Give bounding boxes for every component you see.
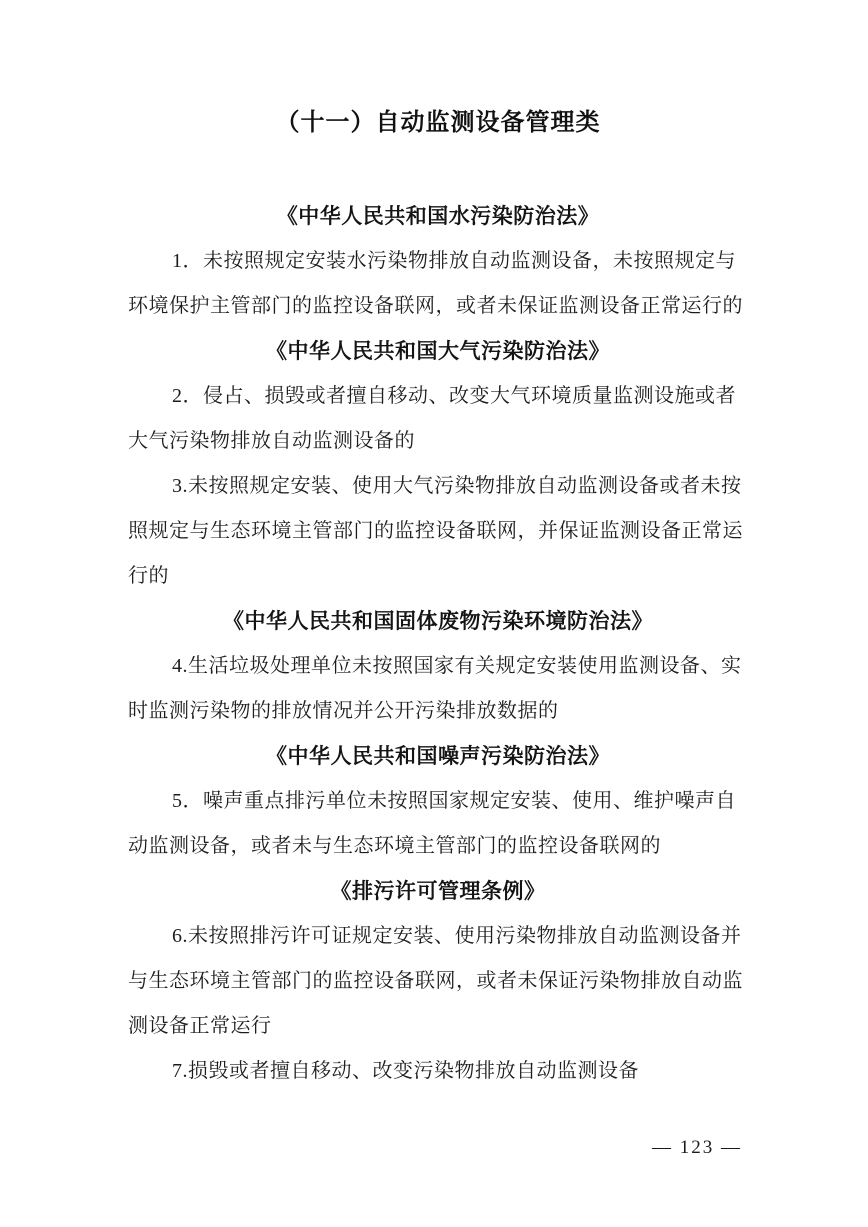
body-line: 7.损毁或者擅自移动、改变污染物排放自动监测设备 xyxy=(172,1060,639,1082)
document-content xyxy=(128,0,748,1094)
body-line: 照规定与生态环境主管部门的监控设备联网，并保证监测设备正常运 xyxy=(128,520,743,542)
document-lines xyxy=(128,194,748,1094)
body-line: 4.生活垃圾处理单位未按照国家有关规定安装使用监测设备、实 xyxy=(172,655,742,677)
body-line: 大气污染物排放自动监测设备的 xyxy=(128,430,415,452)
body-line: 1．未按照规定安装水污染物排放自动监测设备，未按照规定与 xyxy=(172,250,736,272)
body-line: 与生态环境主管部门的监控设备联网，或者未保证污染物排放自动监 xyxy=(128,970,743,992)
body-line: 行的 xyxy=(128,565,169,587)
law-heading: 《中华人民共和国水污染防治法》 xyxy=(276,204,600,228)
page-number: — 123 — xyxy=(652,1137,742,1158)
body-line: 2．侵占、损毁或者擅自移动、改变大气环境质量监测设施或者 xyxy=(172,385,736,407)
body-line: 环境保护主管部门的监控设备联网，或者未保证监测设备正常运行的 xyxy=(128,295,743,317)
body-line: 时监测污染物的排放情况并公开污染排放数据的 xyxy=(128,700,559,722)
body-line: 5．噪声重点排污单位未按照国家规定安装、使用、维护噪声自 xyxy=(172,790,736,812)
law-heading: 《中华人民共和国噪声污染防治法》 xyxy=(266,744,610,768)
page-title: （十一）自动监测设备管理类 xyxy=(275,109,601,136)
body-line: 3.未按照规定安装、使用大气污染物排放自动监测设备或者未按 xyxy=(172,475,742,497)
law-heading: 《中华人民共和国固体废物污染环境防治法》 xyxy=(223,609,653,633)
law-heading: 《中华人民共和国大气污染防治法》 xyxy=(266,339,610,363)
law-heading: 《排污许可管理条例》 xyxy=(330,879,546,903)
body-line: 测设备正常运行 xyxy=(128,1015,272,1037)
body-line: 6.未按照排污许可证规定安装、使用污染物排放自动监测设备并 xyxy=(172,925,742,947)
body-line: 动监测设备，或者未与生态环境主管部门的监控设备联网的 xyxy=(128,835,661,857)
